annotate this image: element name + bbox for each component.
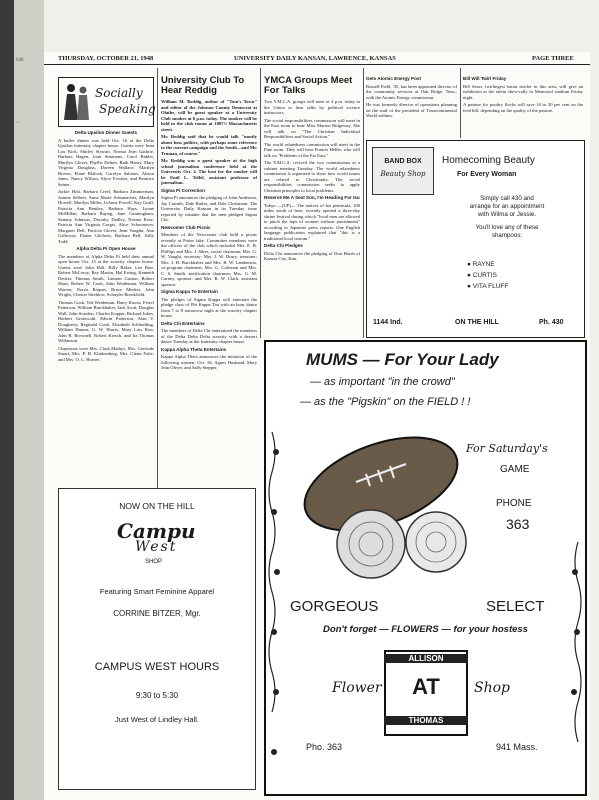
mums-phone-number: 363 — [506, 516, 530, 532]
shampoo-item: ● RAYNE — [467, 261, 495, 268]
reddig-p3: Mr. Reddig was a guest speaker at the high school journalism conference held at the University Oct. 2. The host for the smoker will be Emil L. Telfel, assistant professor of journalism. — [161, 158, 257, 185]
ymca-p3: The world relatedness commission will meet in the Pine room. They will hear Francis Heller, who will talk on "Problems of the Far East." — [264, 141, 360, 158]
homecoming-title: Homecoming Beauty — [442, 155, 535, 166]
campus-logo-top: Campu — [117, 519, 196, 543]
mums-phone-label: PHONE — [496, 498, 532, 509]
campus-location: Just West of Lindley Hall. — [114, 715, 200, 724]
shampoo-item: ● VITA FLUFF — [467, 283, 509, 290]
mums-dont-forget: Don't forget — FLOWERS — for your hostess — [323, 624, 528, 635]
logo-beauty-shop: Beauty Shop — [380, 170, 426, 178]
ymca-headline: YMCA Groups Meet For Talks — [264, 76, 353, 96]
masthead-paper: UNIVERSITY DAILY KANSAN, LAWRENCE, KANSAS — [234, 55, 396, 62]
campus-hours: 9:30 to 5:30 — [135, 691, 179, 700]
homecoming-address: 1144 Ind. — [373, 319, 403, 326]
previous-page-strip: 048 ... — [14, 0, 44, 800]
shampoo-item: ● CURTIS — [467, 272, 497, 279]
campus-now-on-hill: NOW ON THE HILL — [119, 501, 195, 511]
logo-flower-word: Flower — [332, 680, 382, 696]
sigma-pi-heading: Sigma Pi Correction — [161, 187, 205, 193]
reddig-headline: University Club To Hear Reddig — [161, 76, 245, 96]
ymca-p4: The Y.M.C.A. revived the two commissions at a cabinet meeting Tuesday. The world relatedness commission is organized to show how world issues are related to Christianity. The social responsibilities commission seeks to apply Christian principles to local problems. — [264, 160, 360, 193]
mums-headline: MUMS — For Your Lady — [306, 350, 499, 369]
newspaper-page — [44, 52, 590, 800]
ymca-column — [264, 76, 360, 338]
delta-chi-pledges-body: Delta Chi announces the pledging of Don Hursh of Kansas City, Kan. — [264, 250, 360, 261]
reserve-seat-body: Tokyo —(UP)— The natives of Izu peninsula, 100 miles south of here, recently opened a three-day shrine festival during which "local men are allowed to pinch the hips of women without punishment" according to Japanese press reports. One English language publication explained that "this is a traditional local custom." — [264, 202, 360, 241]
logo-shop-word: Shop — [474, 680, 510, 696]
newcomer-body: Members of the Newcomer club held a picnic recently at Potter lake. Committee members were the officers of the club which included Mrs. E. B. Phillips and Mrs. J. Sikes, social chairman; Mrs. G. W. Vaught, secretary; Mrs. J. W. Drury, treasurer; Mrs. J. H. Burckhalter and Mrs. R. W. Lamberton, co-program chairmen; Mrs. G. Coleman and Mrs. C. S. Smith, notification chairmen; Mrs. G. M. Carney, sponsor; and Mrs. R. W. Clark, assistant sponsor. — [161, 232, 257, 287]
mums-for-saturday: For Saturday's — [466, 442, 548, 455]
delta-chi-pledges-heading: Delta Chi Pledges — [264, 243, 303, 248]
band-box-logo — [372, 147, 434, 195]
socially-speaking-banner — [58, 77, 154, 127]
column-rule-2 — [260, 68, 261, 338]
newcomer-heading: Newcomer Club Picnic — [161, 224, 211, 230]
masthead-page: PAGE THREE — [532, 55, 574, 62]
open-house-body: The members of Alpha Delta Pi held their annual open house Oct. 15 at the sorority chapter house. Guests were John Hall, Billy Baker, Lee Barr, Robert McLeroy, Ray Martin, Hal Ewing, Kenneth Decker, Thomas Smith, Lamont Gaston, Robert Shaw, Robert W. Cook, John Weideman, William Warren, Norris Roquet, Bruce Meeker, John Wright, Chester Strehlow, Schuyler Brookfield. — [58, 253, 154, 297]
twirl-body-2: A pasture for poultry flocks will save 10 to 30 per cent on the feed bill, depending on the quality of the pasture. — [463, 102, 583, 113]
campus-logo-bottom: West — [135, 539, 178, 555]
kappa-alpha-body: Kappa Alpha Theta announces the initiation of the following women: Oct. 16: Agnes Husband, Mary Jean Oliver, and Sally Stepper. — [161, 354, 257, 370]
mums-flower-ad — [264, 340, 587, 796]
scan-margin-dark — [0, 0, 14, 800]
sigma-pi-body: Sigma Pi announces the pledging of John Anderson, Jay Carruth, Dale Butler, and Dale Christman. The University Daily Kansan in its Tuesday issue reported by mistake that the men pledged Sigma Chi. — [161, 195, 257, 222]
allison-thomas-logo — [314, 650, 534, 732]
campus-manager: CORRINE BITZER, Mgr. — [113, 609, 201, 618]
logo-at: AT — [412, 674, 440, 699]
homecoming-copy — [437, 195, 577, 240]
ymca-p2: The social responsibilities commission will meet in the East room to hear Miss Marion Ridgeway. She will talk on "The Christian Individual Responsibilities and Social Action." — [264, 117, 360, 139]
football-and-mums-illustration — [296, 424, 486, 594]
mums-line-3: — as the "Pigskin" on the FIELD ! ! — [300, 396, 471, 408]
atomic-body-2: He was formerly director of operations planning on the staff of the president of Transcontinental World airlines. — [366, 102, 457, 118]
reddig-p2: Mr. Reddig said that he would talk "mostly about boss politics, with perhaps some reference to the current campaign and the South—and Mr. Truman, of course." — [161, 134, 257, 156]
campus-tagline: Featuring Smart Feminine Apparel — [99, 587, 215, 596]
homecoming-copy-5: shampoos: — [491, 232, 523, 239]
socially-title-2: Speaking — [99, 102, 156, 116]
twirl-column — [463, 76, 583, 136]
logo-allison: ALLISON — [384, 654, 468, 663]
masthead — [44, 52, 590, 65]
socially-title-1: Socially — [95, 86, 143, 100]
ymca-p1: Two Y.M.C.A. groups will meet at 4 p.m. today in the Union to hear talks by political science instructors. — [264, 99, 360, 115]
sigma-kappa-heading: Sigma Kappa To Entertain — [161, 289, 218, 294]
atomic-body: Russell Field, '35, has been appointed director of the community services at Oak Ridge, Tenn., with the Atomic Energy commission. — [366, 83, 457, 100]
sigma-kappa-body: The pledges of Sigma Kappa will entertain the pledge class of Phi Kappa Tau with an hour dance from 7 to 8 tomorrow night at the sorority chapter house. — [161, 296, 257, 318]
shampoo-list — [467, 259, 508, 292]
dinner-heading: Delta Upsilon Dinner Guests — [74, 130, 138, 135]
mums-address: 941 Mass. — [496, 742, 538, 752]
mums-gorgeous: GORGEOUS — [290, 598, 379, 615]
atomic-headline: Gets Atomic Energy Post — [366, 76, 421, 81]
dinner-body-2: Jackie Holt, Barbara Creel, Barbara Zimmerman, Joanne Selbert, Anna Marie Schumacher, Marilyn Howell, Marilyn Miller, JoAnne Powell, Kay Graff, Patricia Ann Bentley, Barbara Hays, Lynne McMillan, Barbara Bujing, Jane Cunningham, Sammy Johnson, Dorothy Dudley, Norma Rose, Patricia Ann Virginia Gorgis, Alice Schoonover, Margaret Dell, Patricia Glover, Jean Vaughn, Ann Galloway, Elaine Gilchrist, Barbara Bell, Sally Todd. — [58, 189, 154, 244]
kappa-alpha-heading: Kappa Alpha Theta Entertains — [161, 346, 227, 352]
atomic-column — [366, 76, 457, 136]
couple-illustration — [61, 80, 91, 124]
mums-select: SELECT — [486, 598, 545, 615]
column-rule-3 — [363, 68, 364, 338]
campus-west-ad — [58, 488, 256, 790]
homecoming-beauty-ad — [366, 140, 585, 338]
twirl-body: Bill Sears, twirlingest baton twirler in this area, will give an exhibition at the talent show-rally in Memorial stadium Friday night. — [463, 83, 583, 100]
open-house-heading: Alpha Delta Pi Open House — [76, 246, 136, 251]
delta-chi-heading: Delta Chi Entertains — [161, 320, 205, 326]
delta-chi-body: The members of Delta Chi entertained the members of the Delta Delta Delta sorority with a dessert dance Tuesday at the fraternity chapter house. — [161, 328, 257, 344]
reddig-column — [161, 76, 257, 544]
mums-line-2: — as important "in the crowd" — [310, 376, 455, 388]
twirl-headline: Bill Will Twirl Friday — [463, 76, 507, 81]
mums-phone-small: Pho. 363 — [306, 742, 343, 752]
homecoming-copy-2: arrange for an appointment — [469, 203, 545, 210]
column-rule-4 — [460, 68, 461, 138]
homecoming-location: ON THE HILL — [455, 319, 499, 326]
homecoming-copy-1: Simply call 430 and — [480, 195, 534, 202]
column-rule-1 — [157, 68, 158, 544]
open-house-body-2: Thomas Cook, Ted Weideman, Harry Koons, Ferrel Patterson, William Burckhalter, Jack Scott, Douglas Wall, John Scanlon, Charles Kopper, Richard Jukes, Herbert Grotewohl, Edwin Patterson, Alan V. Dougherty, Reginald Cook, Elizabeth Schlindling, William Hauser, G. W. Harris, Mary Lois Raw, John B. Brownell, Robert Kresch, and Ira Thomas Wilkinson. — [58, 299, 154, 343]
campus-west-logo — [117, 519, 197, 573]
campus-hours-title: CAMPUS WEST HOURS — [94, 661, 220, 673]
homecoming-subtitle: For Every Woman — [457, 171, 517, 178]
homecoming-copy-4: You'll love any of these — [475, 224, 539, 231]
masthead-date: THURSDAY, OCTOBER 21, 1948 — [58, 55, 154, 62]
dinner-body: A buffet dinner was held Oct. 16 at the Delta Upsilon fraternity chapter house. Guests were Irma Lou Kick, Shirley Stewart, Norma Jean Guthrie, Barbara Hagen, Joan Simmons, Carol Bubler, Marilyn Glover, Phyllis Delton, Ruth Henry, Mary Virginia Douglass, Doreen Wallace, Marilyn Brown, Elane Blalock, Carolyn Sabatos, Alison Janes, Nancy Wilson, Alyce Fowkes, and Beatrice Seiner. — [58, 137, 154, 187]
society-column — [58, 130, 154, 542]
mums-game: GAME — [500, 464, 530, 475]
homecoming-copy-3: with Wilma or Jessie. — [477, 211, 537, 218]
reserve-seat-heading: Reserve Me A Seat Son, I'm Heading For Isu — [264, 195, 360, 200]
homecoming-phone: Ph. 430 — [539, 319, 564, 326]
open-house-body-3: Chaperons were Mrs. Clark Mathys, Mrs. Gertrude Stuart, Mrs. P. H. Klinkenberg, Mrs. Glenn Fultz, and Mrs. O. L. Horner. — [58, 345, 154, 362]
logo-thomas: THOMAS — [384, 716, 468, 725]
campus-logo-shop: SHOP — [145, 559, 163, 565]
reddig-lede: William M. Reddig, author of "Tom's Town" and editor of the Johnson County Democrat at Olathe, will be guest speaker at a University Club smoker at 8 p.m. today. The smoker will be held in the club rooms at 1007½ Massachusetts street. — [161, 99, 257, 132]
logo-band-box: BAND BOX — [384, 158, 422, 165]
